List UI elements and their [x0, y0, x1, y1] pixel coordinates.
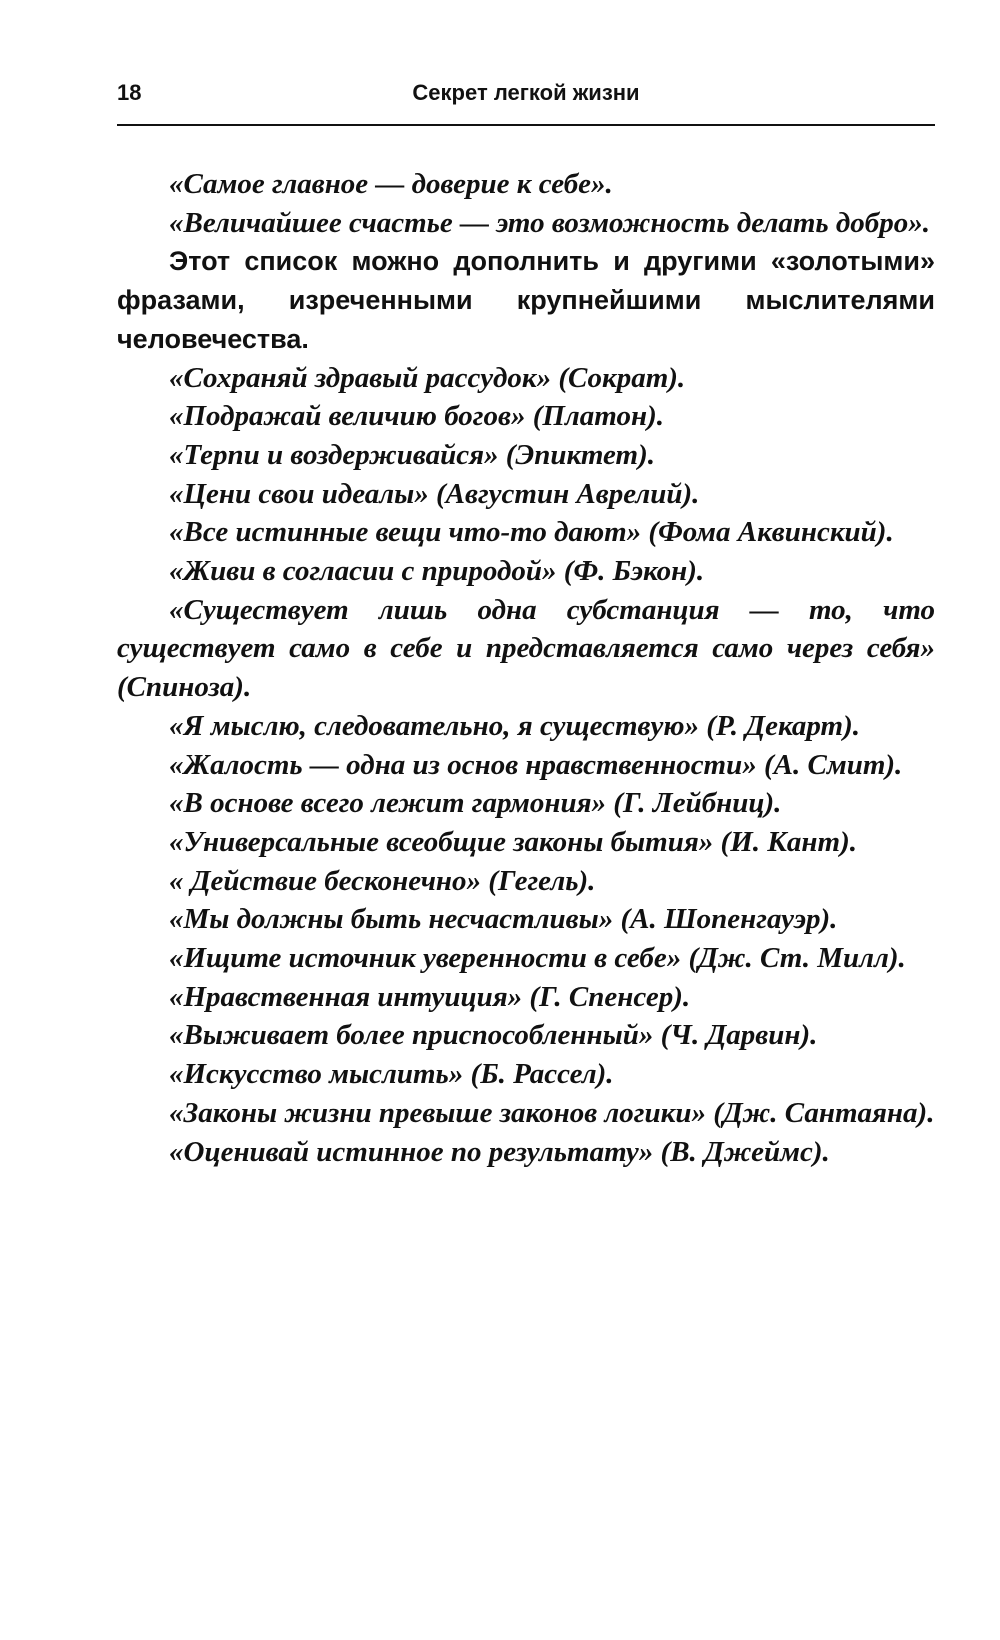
page-number: 18 — [117, 80, 142, 105]
quote-paragraph: «Мы должны быть несчастливы» (А. Шопенгауэр). — [169, 903, 838, 936]
quote-paragraph: «Законы жизни превыше законов логики» (Дж. Сантаяна). — [169, 1096, 935, 1129]
quote-paragraph: «Сохраняй здравый рассудок» (Сократ). — [169, 361, 686, 394]
quote-paragraph: «Универсальные всеобщие законы бытия» (И. Кант). — [169, 825, 857, 858]
quote-paragraph: «Терпи и воздерживайся» (Эпиктет). — [169, 438, 656, 471]
quote-paragraph: «Существует лишь одна субстанция — то, что существует само в себе и представляется само через себя» (Спиноза). — [117, 593, 935, 704]
quote-paragraph: «Жалость — одна из основ нравственности» (А. Смит). — [169, 748, 903, 781]
quote-paragraph: «Искусство мыслить» (Б. Рассел). — [169, 1058, 614, 1091]
quote-paragraph: «В основе всего лежит гармония» (Г. Лейбниц). — [169, 787, 782, 820]
quote-paragraph: «Цени свои идеалы» (Августин Аврелий). — [169, 477, 700, 510]
body-text — [117, 165, 935, 1171]
quote-paragraph: «Я мыслю, следовательно, я существую» (Р. Декарт). — [169, 709, 861, 742]
quote-paragraph: «Живи в согласии с природой» (Ф. Бэкон). — [169, 555, 705, 588]
quote-paragraph: «Все истинные вещи что-то дают» (Фома Аквинский). — [169, 516, 894, 549]
quote-paragraph: «Подражай величию богов» (Платон). — [169, 400, 664, 433]
quote-paragraph: «Выживает более приспособленный» (Ч. Дарвин). — [169, 1019, 818, 1052]
quote-paragraph: «Нравственная интуиция» (Г. Спенсер). — [169, 980, 691, 1013]
quote-paragraph: «Самое главное — доверие к себе». — [169, 168, 613, 200]
quote-paragraph: « Действие бесконечно» (Гегель). — [169, 864, 596, 897]
running-title: Секрет легкой жизни — [412, 80, 640, 105]
quote-paragraph: «Величайшее счастье — это возможность делать добро». — [169, 206, 931, 239]
intro-paragraph: Этот список можно дополнить и другими «золотыми» фразами, изреченными крупнейшими мыслителями человечества. — [117, 246, 935, 354]
quote-paragraph: «Ищите источник уверенности в себе» (Дж. Ст. Милл). — [169, 942, 906, 975]
page-header — [117, 80, 935, 120]
quote-paragraph: «Оценивай истинное по результату» (В. Джеймс). — [169, 1135, 830, 1168]
header-rule — [117, 124, 935, 126]
